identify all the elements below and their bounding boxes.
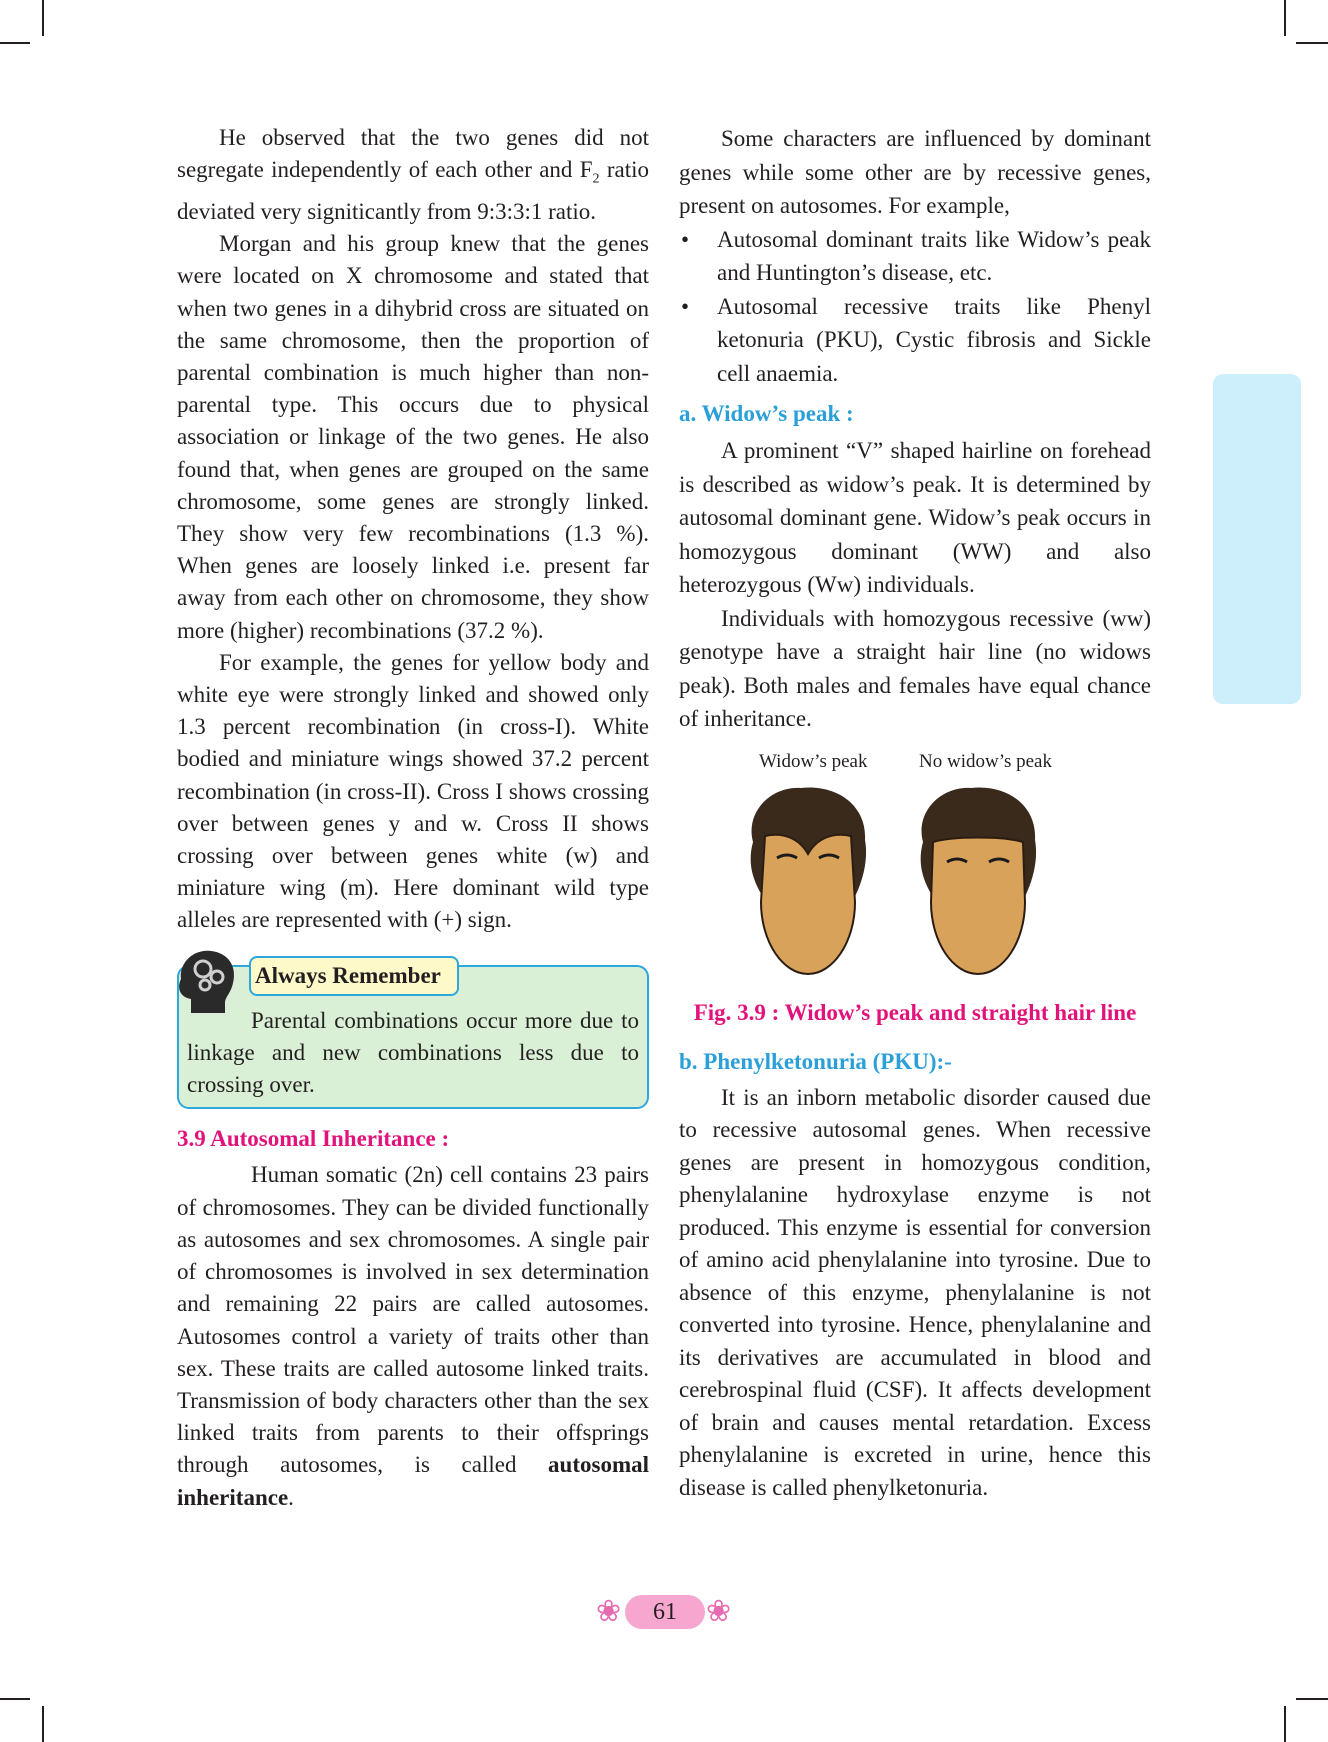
crop-mark <box>1284 0 1286 36</box>
list-item: • Autosomal dominant traits like Widow’s peak and Huntington’s disease, etc. <box>717 223 1151 290</box>
right-column <box>679 122 1151 1504</box>
crop-mark <box>42 0 44 36</box>
section-heading: 3.9 Autosomal Inheritance : <box>177 1126 450 1152</box>
figure-label: Widow’s peak <box>759 750 868 772</box>
always-remember-box <box>177 962 649 1110</box>
chapter-side-tab <box>1213 374 1301 704</box>
paragraph: It is an inborn metabolic disorder caused due to recessive autosomal genes. When recessive genes are present in homozygous condition, phenylalanine hydroxylase enzyme is not produced. This enzyme is essential for conversion of amino acid phenylalanine into tyrosine. Due to absence of this enzyme, phenylalanine is not converted into tyrosine. Hence, phenylalanine and its derivatives are accumulated in blood and cerebrospinal fluid (CSF). It affects development of brain and causes mental retardation. Excess phenylalanine is excreted in urine, hence this disease is called phenylketonuria. <box>679 1084 1151 1500</box>
flower-icon: ❀ <box>596 1595 622 1628</box>
always-remember-title: Always Remember <box>249 956 459 996</box>
crop-mark <box>1296 1698 1328 1700</box>
figure-caption: Fig. 3.9 : Widow’s peak and straight hair line <box>693 999 1137 1025</box>
paragraph: A prominent “V” shaped hairline on forehead is described as widow’s peak. It is determined by autosomal dominant gene. Widow’s peak occurs in homozygous dominant (WW) and also heterozygous (Ww) individuals. <box>679 438 1151 598</box>
paragraph: Some characters are influenced by dominant genes while some other are by recessive genes, present on autosomes. For example, <box>679 126 1151 218</box>
face-widows-peak <box>743 782 873 982</box>
crop-mark <box>1296 42 1328 44</box>
crop-mark <box>42 1706 44 1742</box>
paragraph: Morgan and his group knew that the genes were located on X chromosome and stated that when two genes in a dihybrid cross are situated on the same chromosome, then the proportion of parental combination is much higher than non-parental type. This occurs due to physical association or linkage of the two genes. He also found that, when genes are grouped on the same chromosome, some genes are strongly linked. They show very few recombinations (1.3 %). When genes are loosely linked i.e. present far away from each other on chromosome, they show more (higher) recombinations (37.2 %). <box>177 231 649 643</box>
crop-mark <box>0 42 30 44</box>
crop-mark <box>1284 1706 1286 1742</box>
brain-gears-icon <box>171 943 245 1015</box>
list-item: • Autosomal recessive traits like Phenyl ketonuria (PKU), Cystic fibrosis and Sickle cell anaemia. <box>717 290 1151 391</box>
page-number-badge <box>590 1591 740 1635</box>
paragraph: Human somatic (2n) cell contains 23 pairs of chromosomes. They can be divided functionally as autosomes and sex chromosomes. A single pair of chromosomes is involved in sex determination and remaining 22 pairs are called autosomes. Autosomes control a variety of traits other than sex. These traits are called autosome linked traits. Transmission of body characters other than the sex linked traits from parents to their offsprings through autosomes, is called autosomal inheritance. <box>177 1162 649 1510</box>
page-number: 61 <box>625 1595 705 1629</box>
figure <box>679 746 1151 986</box>
figure-label: No widow’s peak <box>919 750 1052 772</box>
paragraph: Individuals with homozygous recessive (ww) genotype have a straight hair line (no widows peak). Both males and females have equal chance of inheritance. <box>679 605 1151 732</box>
crop-mark <box>0 1698 30 1700</box>
subheading-widows-peak: a. Widow’s peak : <box>679 401 854 426</box>
paragraph: For example, the genes for yellow body and white eye were strongly linked and showed only 1.3 percent recombination (in cross-I). White bodied and miniature wings showed 37.2 percent recombination (in cross-II). Cross I shows crossing over between genes y and w. Cross II shows crossing over between genes white (w) and miniature wing (m). Here dominant wild type alleles are represented with (+) sign. <box>177 649 649 933</box>
trait-list <box>679 223 1151 391</box>
subheading-pku: b. Phenylketonuria (PKU):- <box>679 1048 952 1074</box>
face-no-widows-peak <box>913 782 1043 982</box>
paragraph: He observed that the two genes did not segregate independently of each other and $F_2$ ratio deviated very signiticantly from 9:3:3:1 ratio. <box>177 125 649 224</box>
left-column <box>177 122 649 1514</box>
flower-icon: ❀ <box>706 1595 732 1628</box>
remember-text: Parental combinations occur more due to linkage and new combinations less due to crossing over. <box>187 1007 639 1098</box>
